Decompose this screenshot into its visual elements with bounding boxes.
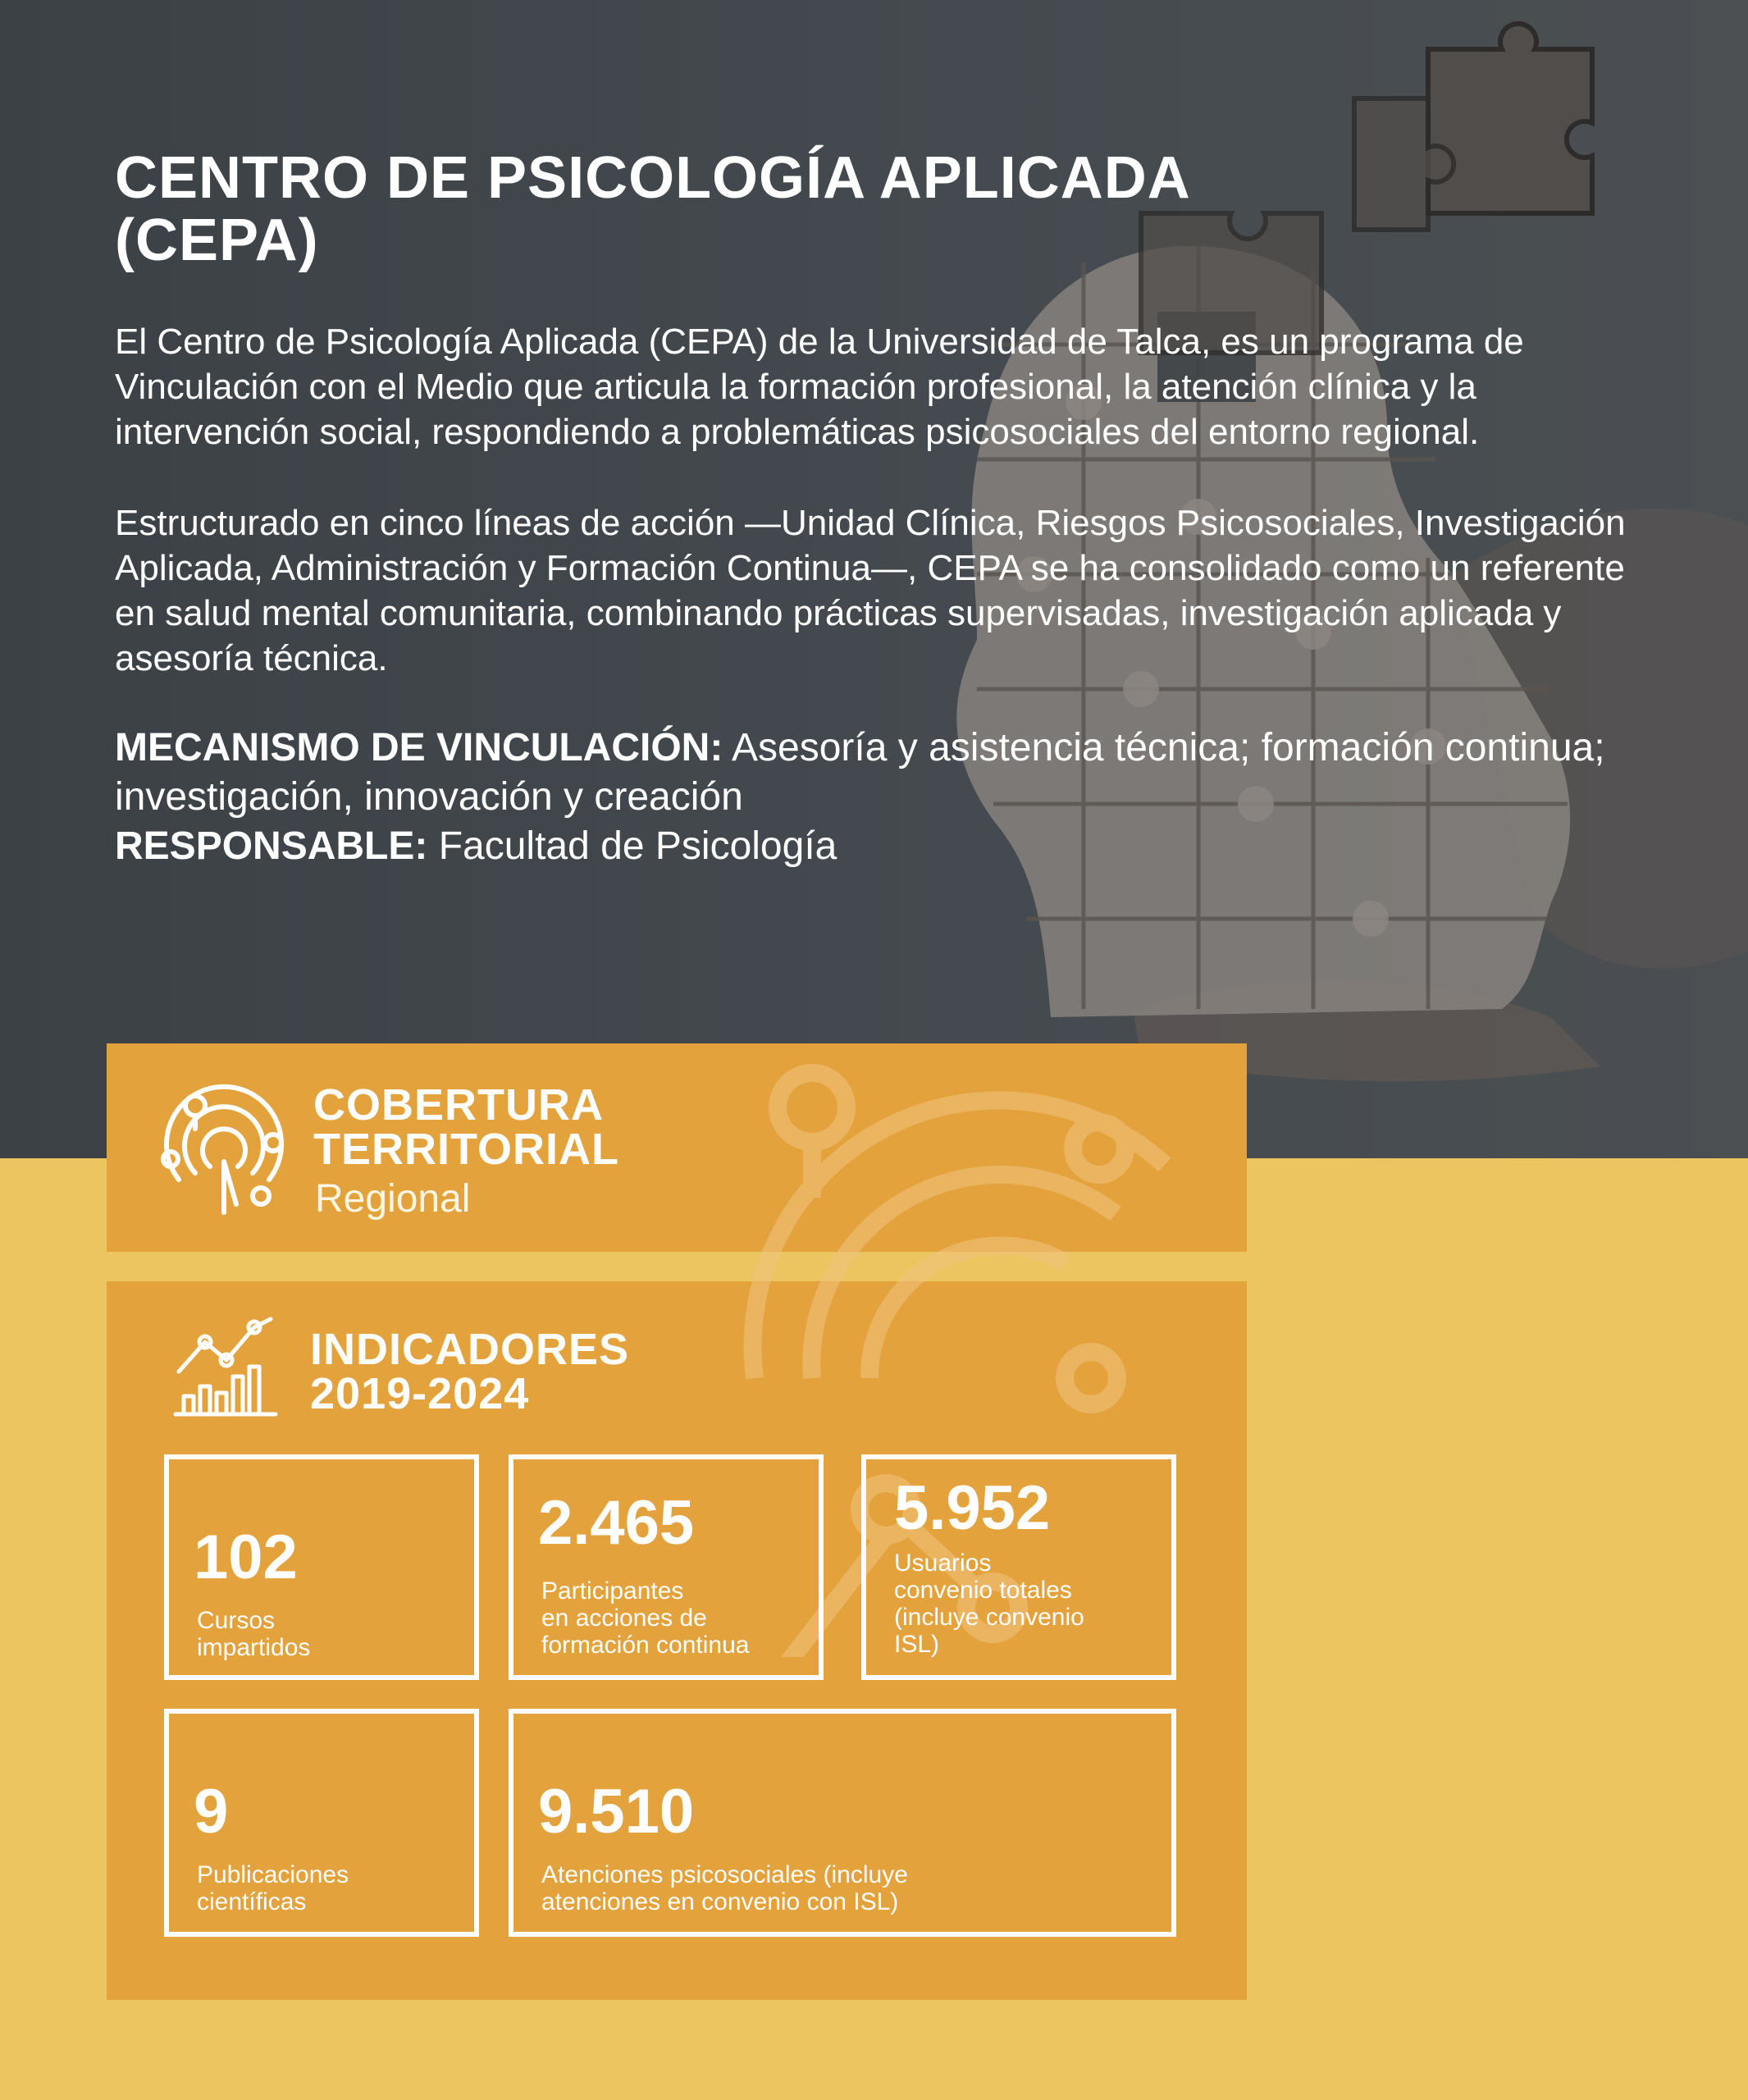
stat-label-line: Atenciones psicosociales (incluye: [541, 1861, 908, 1888]
stat-value: 5.952: [894, 1473, 1051, 1543]
mechanism-value: Asesoría y asistencia técnica; formación continua; investigación, innovación y creación: [115, 726, 1605, 819]
stat-card-users: [861, 1454, 1176, 1680]
mechanism-label: MECANISMO DE VINCULACIÓN:: [115, 726, 723, 770]
mechanism-line: [115, 724, 1657, 822]
stat-label: [197, 1861, 349, 1915]
page-title: [115, 145, 1509, 273]
decorative-side-strip: [1349, 1158, 1748, 2100]
stat-card-participants: [509, 1454, 824, 1680]
stat-label-line: científicas: [197, 1888, 307, 1915]
indicators-title: [310, 1327, 629, 1416]
stat-label-line: atenciones en convenio con ISL): [541, 1888, 899, 1915]
stat-label-line: Usuarios: [894, 1550, 992, 1577]
stat-value: 9.510: [538, 1777, 695, 1847]
coverage-title: [313, 1080, 619, 1174]
page-title-line-2: (CEPA): [115, 207, 319, 273]
stat-value: 9: [194, 1777, 229, 1847]
indicators-title-line-1: INDICADORES: [310, 1325, 630, 1374]
intro-paragraph: El Centro de Psicología Aplicada (CEPA) de la Universidad de Talca, es un programa de Vinculación con el Medio que articula la formación profesional, la atención clínica y la intervención social, respondiendo a problemáticas psicosociales del entorno regional.: [115, 322, 1524, 453]
stat-card-attentions: [509, 1709, 1176, 1937]
stat-label: [197, 1607, 310, 1661]
growth-chart-icon: [172, 1312, 279, 1419]
stat-label-line: Participantes: [541, 1577, 684, 1605]
stat-value: 2.465: [538, 1488, 695, 1558]
action-lines-paragraph: Estructurado en cinco líneas de acción —Unidad Clínica, Riesgos Psicosociales, Investigación Aplicada, Administración y Formación Continua—, CEPA se ha consolidado como un referente en salud mental comunitaria, combinando prácticas supervisadas, investigación aplicada y asesoría técnica.: [115, 503, 1626, 679]
page-title-line-1: CENTRO DE PSICOLOGÍA APLICADA: [115, 145, 1191, 211]
stat-label: [541, 1861, 1116, 1915]
coverage-value: Regional: [315, 1177, 471, 1221]
stat-label-line: Cursos: [197, 1607, 276, 1634]
responsible-label: RESPONSABLE:: [115, 824, 428, 869]
coverage-title-line-2: TERRITORIAL: [313, 1125, 619, 1174]
stat-label-line: convenio totales: [894, 1577, 1072, 1604]
radar-location-icon: [154, 1081, 294, 1221]
header-section: [115, 145, 1657, 871]
stat-label-line: impartidos: [197, 1634, 311, 1661]
stat-label-line: en acciones de: [541, 1605, 707, 1632]
stat-label-line: ISL): [894, 1631, 940, 1658]
indicators-title-line-2: 2019-2024: [310, 1369, 530, 1418]
stat-label: [541, 1577, 820, 1659]
responsible-line: [115, 822, 1657, 871]
stat-card-publications: [164, 1709, 479, 1937]
stat-value: 102: [194, 1522, 298, 1592]
coverage-title-line-1: COBERTURA: [313, 1080, 604, 1130]
stat-label-line: (incluye convenio: [894, 1604, 1084, 1631]
stat-label-line: formación continua: [541, 1632, 750, 1659]
stat-label-line: Publicaciones: [197, 1861, 349, 1888]
stat-label: [894, 1550, 1157, 1658]
meta-info: [115, 724, 1657, 871]
stat-card-courses: [164, 1454, 479, 1680]
responsible-value: Facultad de Psicología: [438, 824, 837, 869]
